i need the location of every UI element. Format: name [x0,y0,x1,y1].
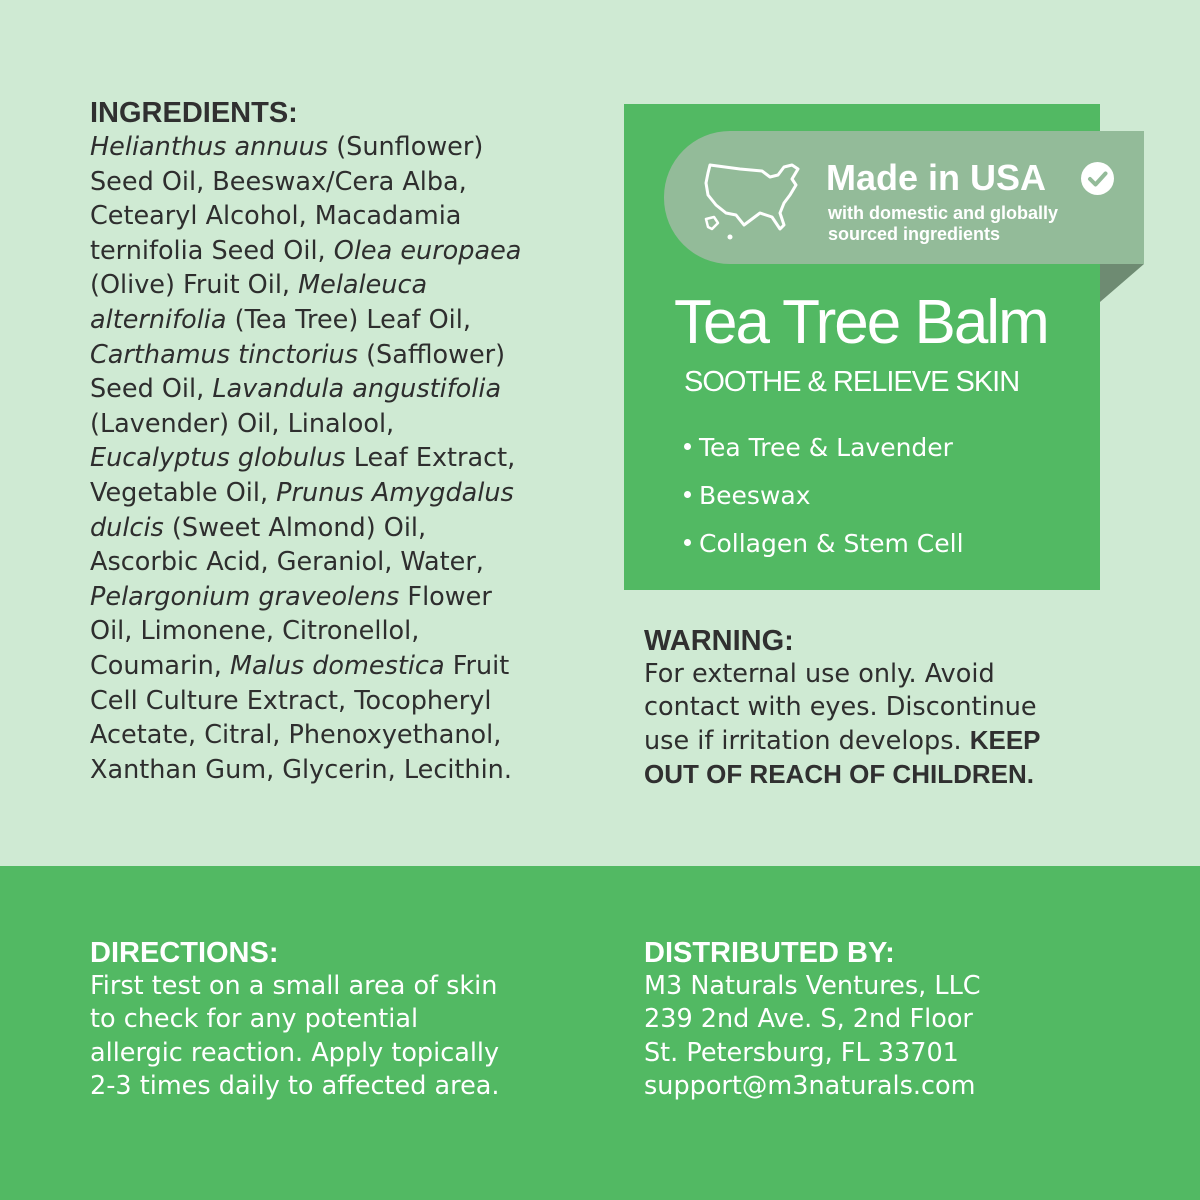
warning-heading: WARNING: [644,625,794,657]
warning-section [644,624,1114,791]
bullet-icon [684,491,691,498]
ingredient-text: Seed Oil, Beeswax/Cera Alba, [90,166,467,197]
made-in-usa-subtitle-line: sourced ingredients [828,224,1001,244]
ingredient-latin-name: Lavandula angustifolia [212,374,502,405]
ingredient-line [90,372,580,407]
ingredient-latin-name: Melaleuca [298,270,428,301]
warning-line: For external use only. Avoid [644,659,995,689]
ingredient-latin-name: Eucalyptus globulus [90,443,346,474]
directions-text [90,970,570,1103]
warning-children-bold: OUT OF REACH OF CHILDREN. [644,759,1034,789]
ingredient-line [90,511,580,546]
ingredient-latin-name: dulcis [90,512,164,543]
distributor-heading: DISTRIBUTED BY: [644,937,895,969]
ingredient-line [90,684,580,719]
ingredient-latin-name: Pelargonium graveolens [90,581,400,612]
distributor-section [644,936,1124,1103]
product-subtitle: SOOTHE & RELIEVE SKIN [684,366,1020,398]
ingredient-text: Ascorbic Acid, Geraniol, Water, [90,547,484,578]
ingredient-latin-name: Prunus Amygdalus [276,477,514,508]
warning-line [644,724,1114,758]
bullet-icon [684,443,691,450]
warning-keep-bold: KEEP [969,725,1041,755]
directions-section [90,936,570,1103]
ingredient-line [90,407,580,442]
bullet-icon [684,539,691,546]
ingredient-line [90,718,580,753]
made-in-usa-subtitle [828,203,1128,245]
distributor-name: M3 Naturals Ventures, LLC [644,971,981,1001]
ingredient-text: Cell Culture Extract, Tocopheryl [90,685,492,716]
ingredient-text: (Olive) Fruit Oil, [90,270,299,301]
ingredient-text: Leaf Extract, [345,443,516,474]
ingredient-text: (Sweet Almond) Oil, [163,512,427,543]
ingredients-section [90,96,580,787]
ingredient-text: Xanthan Gum, Glycerin, Lecithin. [90,754,512,785]
ingredient-text: Coumarin, [90,650,230,681]
ingredient-line [90,130,580,165]
ingredient-latin-name: alternifolia [90,304,227,335]
ingredient-latin-name: Olea europaea [333,235,522,266]
ingredient-line [90,545,580,580]
ingredient-line [90,303,580,338]
made-in-usa-title: Made in USA [826,157,1047,198]
feature-item [684,520,964,568]
ingredient-text: Seed Oil, [90,374,213,405]
ingredients-text [90,130,580,787]
directions-line: to check for any potential [90,1004,419,1035]
warning-text [644,658,1114,791]
distributor-city: St. Petersburg, FL 33701 [644,1037,959,1068]
warning-line-normal: use if irritation develops. [644,726,970,756]
usa-map-icon [700,155,810,245]
ingredient-line [90,753,580,788]
feature-list [684,424,964,568]
directions-line: allergic reaction. Apply topically [90,1037,500,1068]
feature-label: Tea Tree & Lavender [699,433,953,462]
banner-fold [1100,264,1144,302]
feature-label: Beeswax [699,481,811,510]
ingredient-latin-name: Malus domestica [229,650,445,681]
ingredient-latin-name: Carthamus tinctorius [90,339,358,370]
feature-label: Collagen & Stem Cell [699,529,964,558]
product-title: Tea Tree Balm [674,288,1048,357]
distributor-email: support@m3naturals.com [644,1070,976,1101]
distributor-address [644,970,1124,1103]
ingredient-text: (Safflower) [357,339,506,370]
ingredient-line [90,441,580,476]
ingredient-text: Fruit [444,650,510,681]
directions-heading: DIRECTIONS: [90,937,279,969]
warning-line: contact with eyes. Discontinue [644,692,1037,722]
checkmark-icon [1081,162,1114,195]
directions-line: First test on a small area of skin [90,971,498,1001]
feature-item [684,472,964,520]
ingredient-line [90,614,580,649]
ingredient-text: Acetate, Citral, Phenoxyethanol, [90,720,502,751]
ingredient-text: (Sunflower) [328,132,484,162]
ingredient-text: Oil, Limonene, Citronellol, [90,616,420,647]
ingredient-text: Vegetable Oil, [90,477,277,508]
ingredient-line [90,199,580,234]
ingredient-line [90,649,580,684]
ingredients-heading: INGREDIENTS: [90,97,298,129]
ingredient-text: ternifolia Seed Oil, [90,235,334,266]
ingredient-line [90,580,580,615]
ingredient-text: (Lavender) Oil, Linalool, [90,408,395,439]
directions-line: 2-3 times daily to affected area. [90,1070,500,1101]
ingredient-line [90,234,580,269]
feature-item [684,424,964,472]
ingredient-line [90,338,580,373]
ingredient-latin-name: Helianthus annuus [90,132,329,162]
ingredient-text: (Tea Tree) Leaf Oil, [226,304,471,335]
ingredient-line [90,268,580,303]
ingredient-text: Cetearyl Alcohol, Macadamia [90,201,462,232]
ingredient-line [90,165,580,200]
distributor-street: 239 2nd Ave. S, 2nd Floor [644,1004,973,1035]
made-in-usa-subtitle-line: with domestic and globally [828,203,1059,223]
ingredient-line [90,476,580,511]
ingredient-text: Flower [399,581,492,612]
